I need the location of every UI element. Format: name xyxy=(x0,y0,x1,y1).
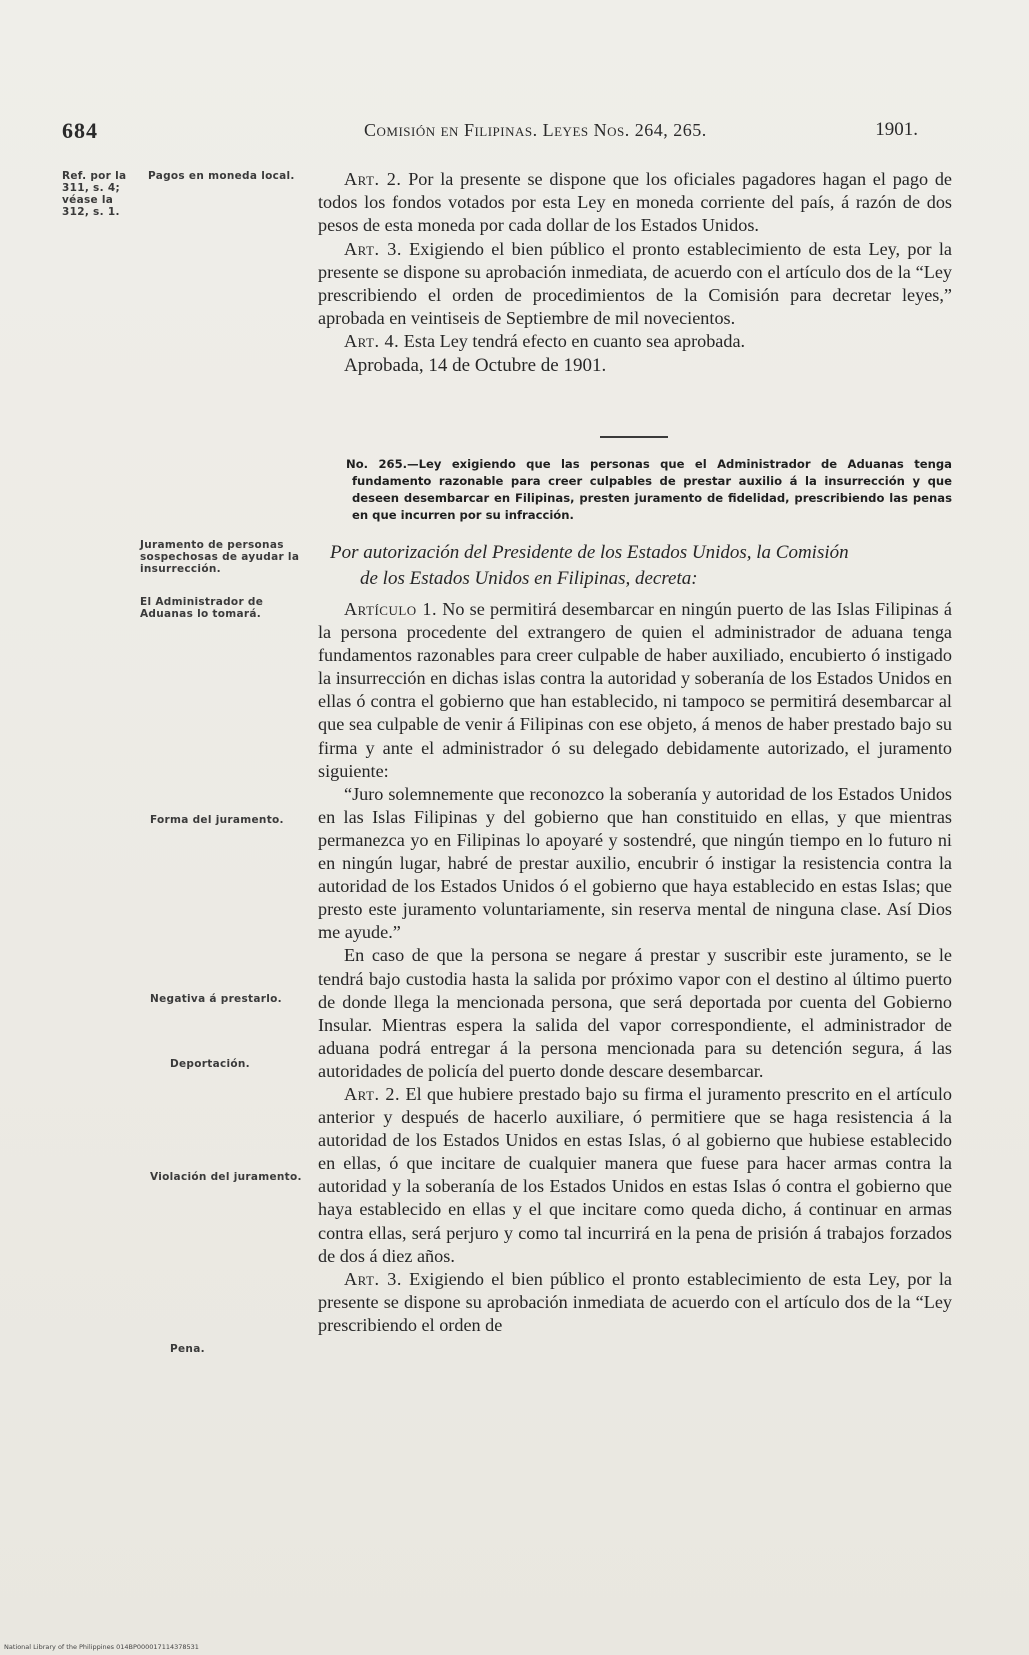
running-year: 1901. xyxy=(875,119,918,140)
page-number: 684 xyxy=(62,118,98,143)
law265-refusal: En caso de que la persona se negare á prestar y suscribir este juramento, se le tendrá bajo custodia hasta la salida por próximo vapor con el destino al último puerto de donde llega la mencionada persona, que será deportada por cuenta del Gobierno Insular. Mientras espera la salida del vapor correspondiente, el administrador de aduana podrá entregar á la persona mencionada para su detención segura, á las autoridades de policía del puerto donde descare desembarcar. xyxy=(318,945,952,1081)
margin-note-pena: Pena. xyxy=(170,1343,205,1355)
law264-art3: Art. 3. Exigiendo el bien público el pronto establecimiento de esta Ley, por la presente se dispone su aprobación inmediata, de acuerdo con el artículo dos de la “Ley prescribiendo el orden de procedimientos de la Comisión para decretar leyes,” aprobada en veintiseis de Septiembre de mil novecientos. xyxy=(318,238,952,329)
scan-footer: National Library of the Philippines 014BP000017114378531 xyxy=(4,1643,199,1651)
margin-note-forma: Forma del juramento. xyxy=(150,814,284,826)
running-head: Comisión en Filipinas. Leyes Nos. 264, 265. xyxy=(364,120,707,140)
law265-art3: Art. 3. Exigiendo el bien público el pronto establecimiento de esta Ley, por la presente se dispone su aprobación inmediata de acuerdo con el artículo dos de la “Ley prescribiendo el orden de xyxy=(318,1268,952,1335)
margin-note-deportacion: Deportación. xyxy=(170,1058,250,1070)
law264-art2: Art. 2. Por la presente se dispone que los oficiales pagadores hagan el pago de todos los fondos votados por esta Ley en moneda corriente del país, á razón de dos pesos de esta moneda por cada dollar de los Estados Unidos. xyxy=(318,169,952,236)
margin-note-juramento: Juramento de personas sospechosas de ayudar la insurrección. xyxy=(140,539,300,575)
law265-title: No. 265.—Ley exigiendo que las personas que el Administrador de Aduanas tenga fundamento razonable para creer culpables de prestar auxilio á la insurrección y que deseen desembarcar en Filipinas, presten juramento de fidelidad, prescribiendo las penas en que incurren por su infracción. xyxy=(346,457,952,522)
law264-approved: Aprobada, 14 de Octubre de 1901. xyxy=(344,354,607,376)
law265-oath: “Juro solemnemente que reconozco la soberanía y autoridad de los Estados Unidos en las Islas Filipinas y del gobierno que han constituido en ellas, y que mientras permanezca yo en Filipinas lo apoyaré y sostendré, que ningún tiempo en lo futuro ni en ningún lugar, habré de prestar auxilio, encubrir ó instigar la resistencia contra la autoridad de los Estados Unidos ó el gobierno que haya establecido en estas Islas; que presto este juramento voluntariamente, sin reserva mental de ninguna clase. Así Dios me ayude.” xyxy=(318,783,952,943)
law265-preamble: Por autorización del Presidente de los Estados Unidos, la Comisión de los Estados Unidos en Filipinas, decreta: xyxy=(330,542,849,589)
law265-body xyxy=(318,598,952,1337)
law265-art2: Art. 2. El que hubiere prestado bajo su firma el juramento prescrito en el artículo anterior y después de hacerlo auxiliare, ó permitiere que se haga resistencia á la autoridad de los Estados Unidos en estas Islas, ó al gobierno que hubiese establecido en ellas, ó que incitare de cualquier manera que fuese para hacer armas contra la autoridad y la soberanía de los Estados Unidos en estas Islas ó contra el gobierno que haya establecido en ellas y el que incitare como queda dicho, á continuar en armas contra ellas, será perjuro y como tal incurrirá en la pena de prisión á trabajos forzados de dos á diez años. xyxy=(318,1083,953,1266)
margin-note-pagos: Pagos en moneda local. xyxy=(148,170,295,182)
margin-note-ref: Ref. por la 311, s. 4; véase la 312, s. 1. xyxy=(62,170,127,218)
page-header xyxy=(62,118,918,148)
section-divider xyxy=(600,436,668,438)
margin-note-negativa: Negativa á prestarlo. xyxy=(150,993,282,1005)
law264-art4: Art. 4. Esta Ley tendrá efecto en cuanto sea aprobada. xyxy=(344,331,746,352)
law265-art1: Artículo 1. No se permitirá desembarcar en ningún puerto de las Islas Filipinas á la persona procedente del extrangero de quien el administrador de aduana tenga fundamentos razonables para creer culpable de haber auxiliado, encubierto ó instigado la insurrección en dichas islas contra la autoridad y soberanía de los Estados Unidos en ellas ó contra el gobierno que han establecido, ni tampoco se permitirá desembarcar al que sea culpable de venir á Filipinas con ese objeto, á menos de haber prestado bajo su firma y ante el administrador ó su delegado debidamente autorizado, el juramento siguiente: xyxy=(318,599,952,781)
margin-note-administrador: El Administrador de Aduanas lo tomará. xyxy=(140,596,264,620)
law264-body xyxy=(318,168,952,377)
margin-note-violacion: Violación del juramento. xyxy=(150,1171,302,1183)
